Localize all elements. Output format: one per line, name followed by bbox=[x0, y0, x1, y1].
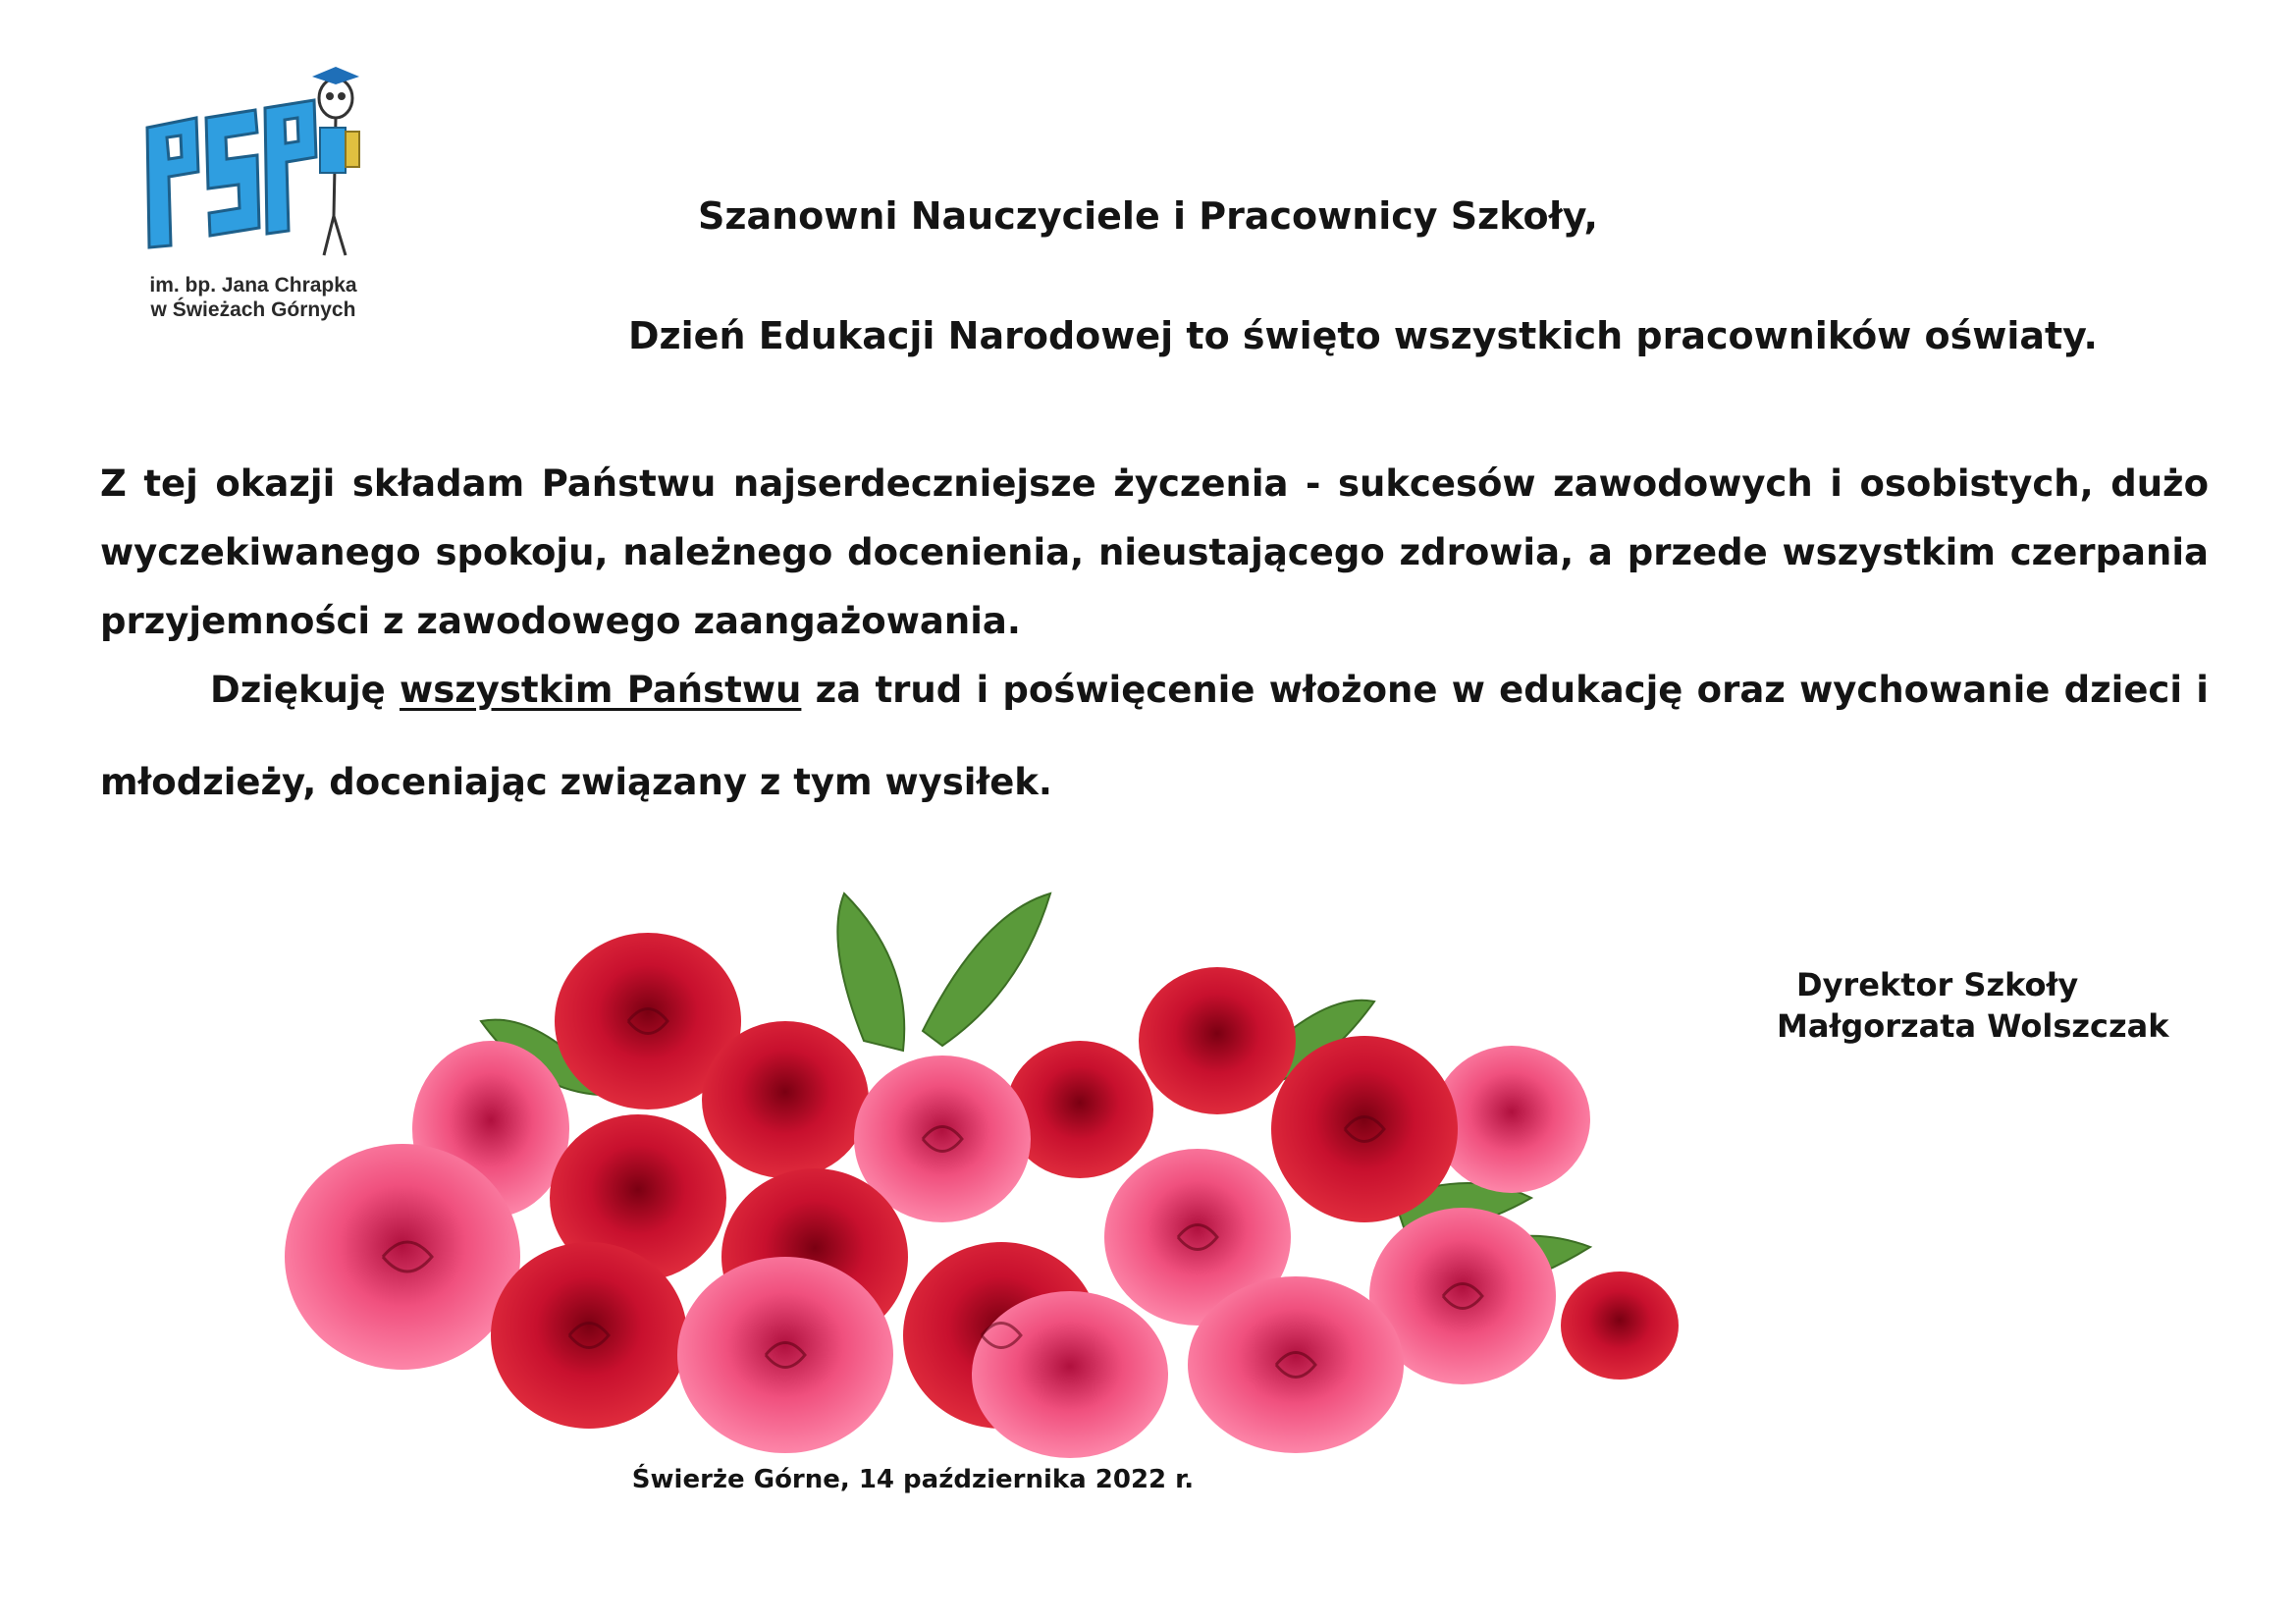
roses-bouquet-image bbox=[236, 874, 1688, 1463]
roses-icon bbox=[236, 874, 1688, 1463]
salutation-text: Szanowni Nauczyciele i Pracownicy Szkoły, bbox=[698, 194, 1598, 238]
logo-caption bbox=[135, 273, 371, 322]
paragraph-wishes: Z tej okazji składam Państwu najserdeczniejsze życzenia - sukcesów zawodowych i osobistych, dużo wyczekiwanego spokoju, należnego docenienia, nieustającego zdrowia, a przede wszystkim czerpania przyjemności z zawodowego zaangażowania. bbox=[100, 462, 2209, 642]
letter-body bbox=[100, 450, 2209, 829]
paragraph-thanks-start: Dziękuję bbox=[210, 669, 400, 711]
psp-logo-icon bbox=[128, 59, 373, 285]
logo-caption-line2: w Świeżach Górnych bbox=[150, 298, 356, 321]
logo-caption-line1: im. bp. Jana Chrapka bbox=[149, 274, 357, 297]
headline: Dzień Edukacji Narodowej to święto wszystkich pracowników oświaty. bbox=[628, 314, 2098, 357]
paragraph-thanks bbox=[100, 644, 2209, 829]
dateline: Świerże Górne, 14 października 2022 r. bbox=[631, 1465, 1195, 1494]
paragraph-thanks-end: za trud i poświęcenie włożone w edukację oraz wychowanie dzieci i młodzieży, doceniając związany z tym wysiłek. bbox=[100, 669, 2209, 803]
signature-block bbox=[1777, 964, 2169, 1047]
signature-name: Małgorzata Wolszczak bbox=[1777, 1007, 2169, 1045]
salutation bbox=[0, 192, 2296, 240]
paragraph-thanks-underlined: wszystkim Państwu bbox=[400, 669, 802, 711]
signature-role: Dyrektor Szkoły bbox=[1796, 966, 2079, 1003]
